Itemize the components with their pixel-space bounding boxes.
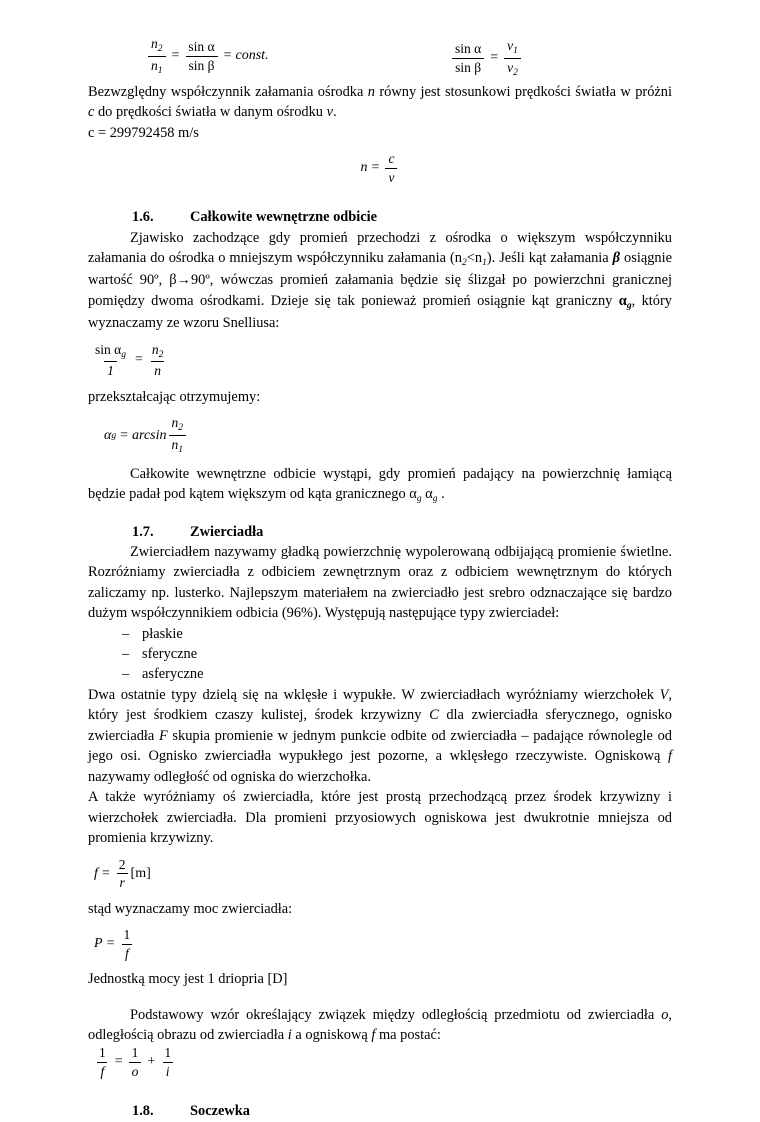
fraction-sin-alpha-beta [185, 39, 217, 73]
numerator-1-a: 1 [99, 1045, 106, 1061]
numerator-2: 2 [118, 856, 126, 872]
numerator-1: 1 [123, 927, 131, 943]
text-frag: Bezwzględny współczynnik załamania ośrodka [88, 84, 368, 100]
sub-1-c: 1 [178, 444, 183, 455]
formula-focal-length [88, 857, 672, 891]
formula-n-b: n [154, 363, 161, 379]
symbol-F: F [158, 727, 168, 744]
symbol-alpha-g-2: α [409, 486, 417, 503]
text-frag: <n [466, 250, 483, 266]
fraction-1-i [161, 1045, 174, 1079]
section-title-2: Zwierciadła [190, 523, 264, 540]
equals-sign-2: = [223, 48, 232, 64]
text-frag: , który wyznaczamy ze wzoru Snelliusa: [88, 292, 672, 332]
arrow-symbol: → [176, 272, 191, 289]
plus-sign: + [147, 1054, 156, 1070]
denominator-1: 1 [104, 361, 117, 379]
formula-n2: n [151, 36, 158, 51]
formula-power [88, 927, 672, 961]
formula-n2-b: n [151, 341, 159, 357]
paragraph-total-internal-reflection [88, 228, 672, 334]
symbol-C: C [429, 707, 439, 724]
formula-row-refractive-index [88, 36, 672, 82]
text-frag: ). Jeśli kąt załamania [486, 250, 613, 266]
formula-n1-c: n [171, 437, 179, 453]
mirror-types-list [88, 624, 672, 685]
fraction-2-r [116, 857, 129, 891]
section-number-2: 1.7. [132, 523, 154, 540]
fraction-n2-n [149, 342, 167, 379]
sub-1: 1 [482, 257, 487, 268]
formula-n2-c: n [171, 415, 179, 431]
formula-snell-const [146, 36, 269, 77]
sin-beta-2: sin β [452, 58, 484, 76]
angle-90: 90º [190, 272, 210, 289]
formula-v: v [388, 169, 395, 185]
list-item-label: sferyczne [142, 646, 198, 663]
text-frag: dla zwierciadła sferycznego, ognisko zwierciadła [88, 707, 672, 744]
fraction-1-f-b [96, 1045, 109, 1079]
symbol-alpha: α [104, 427, 112, 443]
symbol-o: o [661, 1006, 669, 1023]
list-item-label: asferyczne [142, 666, 204, 683]
dash-bullet: – [122, 646, 130, 663]
text-frag: ma postać: [375, 1026, 441, 1043]
formula-n: n [360, 160, 368, 176]
numerator-1-c: 1 [164, 1045, 172, 1061]
equals-sign-5: = [134, 352, 143, 368]
text-frag: α [421, 486, 433, 503]
text-frag: do prędkości światła w danym ośrodku [94, 104, 327, 121]
text-frag: wą [643, 748, 668, 765]
list-item [88, 624, 672, 644]
fraction-c-v [385, 151, 397, 185]
section-heading-1-7 [88, 522, 672, 542]
fraction-sin-ag-1 [92, 342, 129, 379]
formula-P: P [94, 936, 103, 952]
text-frag: Podstawowy wzór określający związek między odległością przedmiotu od zwierciadła [130, 1006, 662, 1023]
section-title: Całkowite wewnętrzne odbicie [190, 209, 378, 226]
symbol-beta-2: β [169, 272, 177, 289]
list-item [88, 664, 672, 684]
formula-f: f [94, 865, 98, 881]
symbol-V: V [659, 686, 669, 703]
sin-alpha-g: sin α [95, 341, 122, 357]
arcsin-label: arcsin [132, 427, 167, 443]
section-number-3: 1.8. [132, 1103, 154, 1120]
text-frag: osiągnie wartość 90º, [88, 250, 672, 289]
paragraph-diopter-unit: Jednostką mocy jest 1 driopria [D] [88, 971, 288, 988]
text-frag: Całkowite wewnętrzne odbicie wystąpi, gdy promień padający na powierzchnię łamiącą będzie padał pod kątem większym od kąta granicznego [88, 465, 672, 503]
section-number: 1.6. [132, 209, 154, 226]
page-content [88, 36, 672, 1122]
speed-of-light-value: c = 299792458 m/s [88, 124, 199, 141]
equals-sign: = [171, 48, 180, 64]
const-label: const. [235, 48, 269, 64]
sin-alpha-2: sin α [455, 41, 482, 57]
sub-g: g [626, 300, 632, 311]
fraction-sin-alpha-beta-2 [452, 41, 484, 75]
unit-meter: [m] [130, 865, 151, 881]
formula-v2: v [507, 59, 514, 75]
text-frag: , odległością obrazu od zwierciadła [88, 1006, 672, 1043]
sub-g-4: g [416, 494, 422, 505]
formula-o: o [131, 1063, 139, 1079]
formula-n1-sub: 1 [157, 65, 163, 76]
dash-bullet: – [122, 666, 130, 683]
symbol-i: i [287, 1026, 292, 1043]
text-frag: Zjawisko zachodzące gdy promień przechodzi z ośrodka o większym współczynniku załamania do ośrodka o mniejszym współczynniku załamania (n [88, 229, 672, 266]
sub-g-2: g [121, 349, 126, 360]
symbol-v: v [326, 104, 333, 121]
symbol-beta: β [612, 250, 621, 266]
numerator-1-b: 1 [131, 1045, 139, 1061]
fraction-1-o [129, 1045, 142, 1079]
formula-mirror-equation [88, 1045, 672, 1079]
fraction-1-f [120, 927, 133, 961]
formula-n2-sub: 2 [157, 43, 163, 54]
text-frag: , który jest środkiem czaszy kulistej, środek krzywizny [88, 686, 672, 724]
formula-v2-sub: 2 [513, 67, 518, 78]
symbol-alpha-g: α [618, 292, 627, 309]
formula-v1: v [507, 38, 514, 53]
sub-2-c: 2 [178, 423, 183, 434]
paragraph-mirror-power: stąd wyznaczamy moc zwierciadła: [88, 900, 293, 917]
sin-alpha: sin α [188, 39, 215, 55]
sub-2: 2 [462, 257, 467, 268]
equals-sign-8: = [106, 936, 115, 952]
text-frag: skupia promienie w jednym punkcie odbite od zwierciadła – padające równolegle od jego osi. Ognisko zwierciadła wypukłego jest pozorne, a wklęsłego rzeczywiste. Ognisko [88, 727, 672, 765]
text-frag: , wówczas promień załamania będzie się ślizgał po powierzchni granicznej pomiędzy dwoma ośrodkami. Dzieje się tak ponieważ promień osiągnie kąt graniczny [88, 272, 672, 309]
sub-g-3: g [111, 430, 117, 441]
formula-c: c [388, 151, 395, 167]
sub-2-b: 2 [158, 349, 164, 360]
text-frag: nazywamy odległość od ogniska do wierzchołka. [88, 768, 371, 785]
equals-sign-3: = [490, 50, 499, 66]
section-heading-1-6 [88, 207, 672, 227]
formula-snell-velocity [450, 38, 523, 79]
formula-alpha-g-arcsin [88, 415, 672, 456]
paragraph-tir-condition [88, 464, 672, 507]
text-frag: a ogniskową [291, 1026, 372, 1043]
formula-n1: n [151, 57, 158, 73]
paragraph-refractive-index [88, 82, 672, 123]
symbol-c: c [88, 104, 95, 121]
dash-bullet: – [122, 625, 130, 642]
formula-f-b: f [124, 945, 129, 961]
formula-f-c: f [100, 1063, 105, 1079]
paragraph-mirror-equation-intro [88, 1005, 672, 1046]
paragraph-transform: przekształcając otrzymujemy: [88, 388, 261, 405]
formula-v1-sub: 1 [513, 45, 518, 56]
equals-sign-7: = [101, 865, 110, 881]
equals-sign-6: = [120, 427, 129, 443]
fraction-n2-n1-b [169, 415, 187, 456]
formula-n-equals-c-over-v [88, 151, 672, 185]
sin-beta: sin β [186, 56, 218, 74]
formula-i: i [165, 1063, 170, 1079]
symbol-n: n [367, 84, 375, 100]
text-frag: Dwa ostatnie typy dzielą się na wklęsłe i wypukłe. W zwierciadłach wyróżniamy wierzchołek [88, 686, 660, 703]
list-item-label: płaskie [142, 625, 183, 642]
fraction-v1-v2 [504, 38, 521, 79]
text-frag: . [333, 104, 337, 121]
fraction-n2-n1 [148, 36, 166, 77]
formula-r: r [119, 875, 125, 891]
paragraph-mirrors: Zwierciadłem nazywamy gładką powierzchnię wypolerowaną odbijającą promienie świetlne. Rozróżniamy zwierciadła z odbiciem zewnętrznym oraz z odbiciem wewnętrznym do których zaliczamy np. lusterko. Najlepszym materiałem na zwierciadło jest srebro odznaczające się bardzo dużym współczynnikiem odbicia (96%). Występują następujące typy zwierciadeł: [88, 543, 672, 622]
list-item [88, 644, 672, 664]
symbol-f: f [667, 748, 672, 765]
paragraph-mirror-geometry [88, 685, 672, 787]
text-frag: . [437, 486, 445, 503]
equals-sign-4: = [371, 160, 380, 176]
symbol-f-2: f [371, 1026, 376, 1043]
equals-sign-9: = [114, 1054, 123, 1070]
sub-g-5: g [432, 494, 438, 505]
formula-critical-angle [88, 342, 672, 379]
section-heading-1-8 [88, 1101, 672, 1121]
paragraph-mirror-axis: A także wyróżniamy oś zwierciadła, które jest prostą przechodzącą przez środek krzywizny i wierzchołek zwierciadła. Dla promieni przyosiowych ogniskowa jest dwukrotnie mniejsza od promienia krzywizny. [88, 789, 672, 847]
section-title-3: Soczewka [190, 1103, 250, 1120]
text-frag: równy jest stosunkowi prędkości światła w próżni [374, 84, 672, 100]
